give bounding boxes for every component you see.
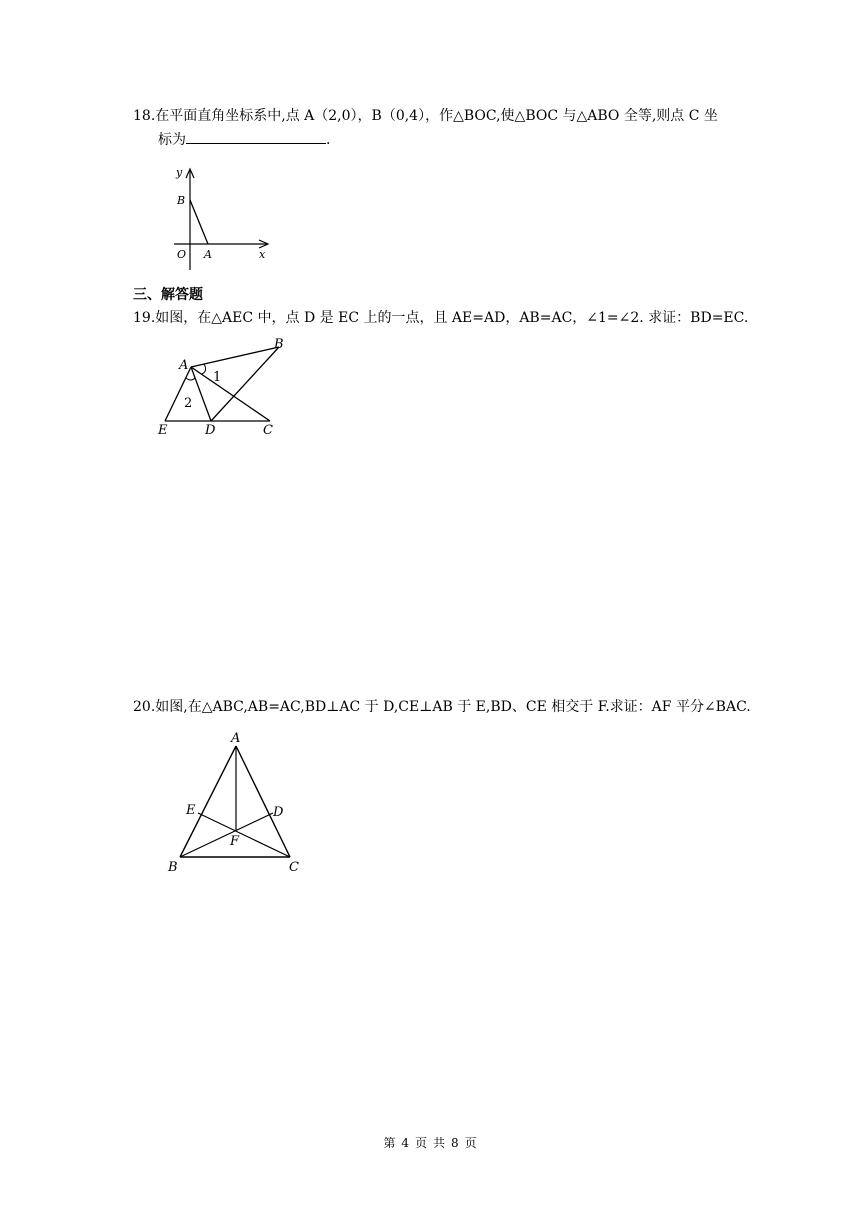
q19-triangle-figure	[155, 335, 295, 440]
q20-label-e: E	[186, 803, 196, 818]
q20-label-b: B	[168, 860, 178, 875]
section-heading: 三、解答题	[133, 287, 203, 303]
q20-label-a: A	[231, 731, 241, 746]
q18-label-y: y	[176, 166, 183, 179]
q18-text-line2	[158, 131, 330, 149]
q20-segment-ab	[180, 746, 236, 857]
footer-ye: 页	[414, 1136, 427, 1150]
footer-di: 第	[383, 1136, 396, 1150]
q20-label-c: C	[289, 860, 299, 875]
q18-text-line1: 18.在平面直角坐标系中,点 A（2,0），B（0,4），作△BOC,使△BOC 与△ABO 全等,则点 C 坐	[133, 108, 718, 124]
q18-answer-blank	[186, 131, 326, 144]
q19-label-a: A	[179, 358, 189, 373]
footer-ye-end: 页	[464, 1136, 477, 1150]
q20-segment-ac	[236, 746, 290, 857]
q18-coordinate-figure	[160, 160, 280, 280]
q19-text: 19.如图，在△AEC 中，点 D 是 EC 上的一点，且 AE=AD，AB=AC，∠1=∠2. 求证：BD=EC.	[133, 310, 749, 326]
q20-segment-bd	[180, 813, 273, 857]
q18-label-a: A	[204, 248, 212, 261]
page-footer	[0, 1134, 860, 1151]
q18-label-x: x	[259, 248, 266, 261]
q20-triangle-figure	[160, 728, 310, 878]
q19-label-b: B	[274, 337, 284, 352]
q18-segment-ab	[190, 200, 208, 244]
q19-segment-ac	[191, 367, 270, 421]
q19-label-c: C	[263, 423, 273, 438]
q18-label-o: O	[177, 248, 187, 261]
q20-text: 20.如图,在△ABC,AB=AC,BD⊥AC 于 D,CE⊥AB 于 E,BD、CE 相交于 F.求证：AF 平分∠BAC.	[133, 699, 751, 715]
q18-label-b: B	[177, 194, 186, 207]
q18-answer-prefix: 标为	[158, 132, 186, 148]
q19-label-d: D	[205, 423, 216, 438]
q19-label-angle1: 1	[213, 370, 222, 385]
q19-segment-ad	[191, 367, 211, 421]
footer-page-number: 4	[401, 1136, 409, 1150]
q19-label-angle2: 2	[184, 396, 193, 411]
q19-angle1-arc	[202, 364, 206, 374]
q20-label-f: F	[230, 834, 240, 849]
q20-label-d: D	[273, 805, 284, 820]
q18-answer-suffix: .	[326, 132, 331, 148]
footer-total-pages: 8	[451, 1136, 459, 1150]
q19-label-e: E	[158, 423, 168, 438]
footer-gong: 共	[433, 1136, 446, 1150]
q19-segment-ae	[165, 367, 191, 421]
q19-angle2-arc	[186, 378, 195, 380]
